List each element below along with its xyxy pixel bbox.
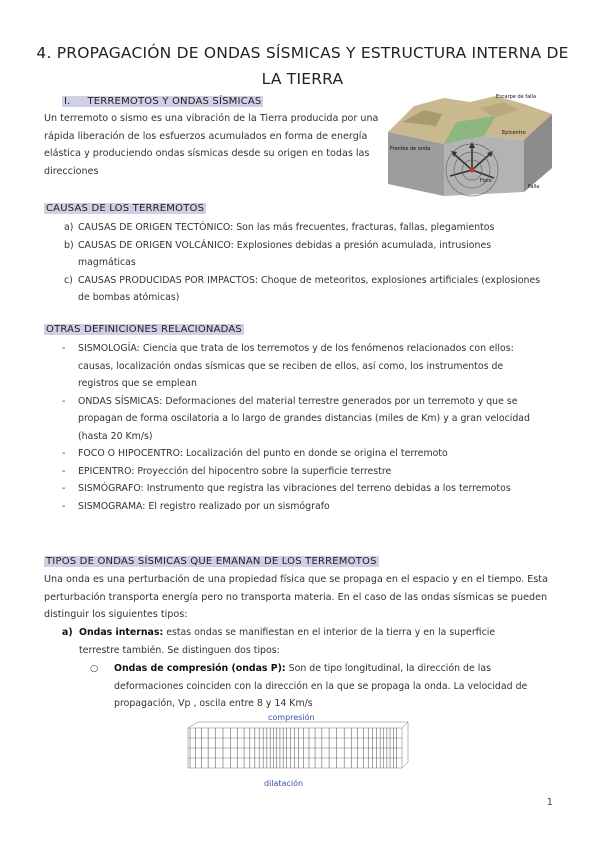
list-item [62, 340, 538, 393]
section-heading-definiciones [44, 324, 244, 335]
list-marker: - [62, 465, 66, 477]
intro-paragraph: Un terremoto o sismo es una vibración de la Tierra producida por una rápida liberación de los esfuerzos acumulados en forma de energía elástica y produciendo ondas sísmicas desde su origen en todas las direcciones [44, 113, 379, 177]
section-heading-text: TERREMOTOS Y ONDAS SÍSMICAS [87, 96, 262, 107]
list-marker: a) [64, 222, 74, 233]
page-number: 1 [546, 797, 553, 808]
definitions-list [62, 340, 538, 515]
definiciones-heading-text: OTRAS DEFINICIONES RELACIONADAS [46, 324, 242, 335]
list-text: Ondas internas: estas ondas se manifiestan en el interior de la tierra y en la superficie terrestre también. Se distinguen dos tipos: [79, 627, 496, 656]
list-text: CAUSAS PRODUCIDAS POR IMPACTOS: Choque de meteoritos, explosiones artificiales (explosiones de bombas atómicas) [78, 274, 541, 303]
section-heading-tipos-ondas [44, 556, 379, 567]
waves-intro: Una onda es una perturbación de una propiedad física que se propaga en el espacio y en el tiempo. Esta perturbación transporta energía pero no transporta materia. En el caso de las ondas sísmicas se pueden distinguir los siguientes tipos: [44, 574, 548, 620]
label-compresion: compresión [268, 713, 315, 722]
list-item [62, 498, 538, 516]
list-marker: c) [64, 274, 73, 286]
list-text: CAUSAS DE ORIGEN TECTÓNICO: Son las más frecuentes, fracturas, fallas, plegamientos [78, 222, 495, 233]
list-item [62, 480, 538, 498]
label-escarpe: Escarpe de falla [496, 94, 536, 100]
section-heading-causas [44, 203, 206, 214]
list-text: CAUSAS DE ORIGEN VOLCÁNICO: Explosiones debidas a presión acumulada, intrusiones magmáticas [78, 239, 492, 268]
list-item [64, 219, 544, 237]
section-number: I. [64, 96, 71, 107]
p-wave-diagram [180, 710, 410, 792]
list-text: EPICENTRO: Proyección del hipocentro sobre la superficie terrestre [78, 465, 392, 477]
label-frentes: Frentes de onda [390, 146, 431, 152]
list-marker: b) [64, 239, 74, 251]
list-item [62, 624, 536, 659]
earthquake-block-diagram [384, 92, 556, 200]
list-marker: ○ [90, 663, 99, 674]
list-item [64, 237, 544, 272]
tipos-heading-text: TIPOS DE ONDAS SÍSMICAS QUE EMANAN DE LOS TERREMOTOS [46, 556, 377, 567]
list-text: SISMOGRAMA: El registro realizado por un sismógrafo [78, 500, 330, 512]
label-falla: Falla [528, 184, 540, 190]
list-text: ONDAS SÍSMICAS: Deformaciones del material terrestre generados por un terremoto y que se propagan de forma oscilatoria a lo largo de grandes distancias (miles de Km) y a gran velocidad (hasta 20 Km/s) [78, 395, 530, 442]
list-item [62, 445, 538, 463]
label-epicentro: Epicentro [502, 130, 526, 136]
list-text: SISMOLOGÍA: Ciencia que trata de los terremotos y de los fenómenos relacionados con ellos: causas, localización ondas sísmicas que se reciben de ellos, así como, los instrumentos de registros que se emplean [78, 343, 514, 389]
list-item [62, 393, 538, 446]
list-marker: - [62, 483, 66, 494]
label-dilatacion: dilatación [264, 779, 304, 788]
list-marker: - [62, 448, 66, 459]
waves-list-a [62, 624, 536, 659]
page-title: 4. PROPAGACIÓN DE ONDAS SÍSMICAS Y ESTRUCTURA INTERNA DE LA TIERRA [36, 44, 569, 88]
list-marker: - [62, 343, 66, 354]
list-item [64, 272, 544, 307]
list-text: FOCO O HIPOCENTRO: Localización del punto en donde se origina el terremoto [78, 448, 448, 459]
list-marker: a) [62, 627, 73, 638]
list-marker: - [62, 500, 66, 512]
list-text: SISMÓGRAFO: Instrumento que registra las vibraciones del terreno debidas a los terremotos [78, 483, 511, 494]
causes-list [64, 219, 544, 307]
label-foco: Foco [480, 178, 492, 184]
list-item [90, 660, 532, 713]
waves-list-p [90, 660, 532, 713]
list-text: Ondas de compresión (ondas P): Son de tipo longitudinal, la dirección de las deformaciones coinciden con la dirección en la que se propaga la onda. La velocidad de propagación, Vp , oscila entre 8 y 14 Km/s [114, 663, 528, 709]
list-item [62, 463, 538, 481]
causas-heading-text: CAUSAS DE LOS TERREMOTOS [46, 203, 205, 214]
list-marker: - [62, 395, 66, 407]
section-heading-terremotos [62, 96, 263, 107]
